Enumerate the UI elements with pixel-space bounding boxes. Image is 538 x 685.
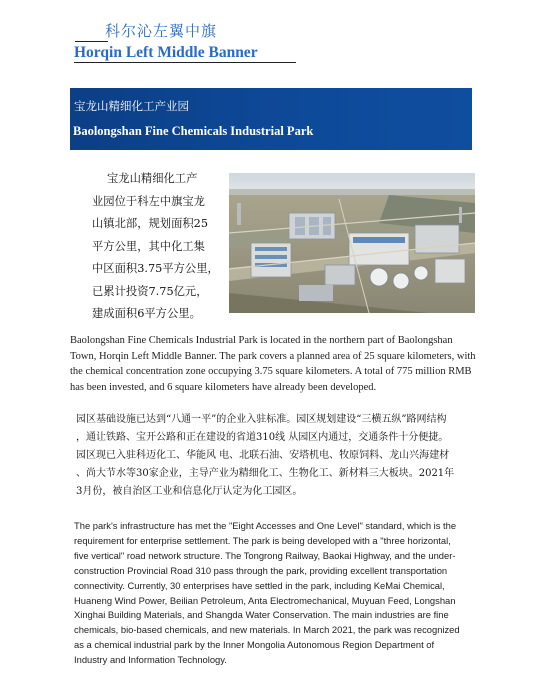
para-en2-line: Huaneng Wind Power, Beilian Petroleum, Anta Electromechanical, Muyuan Feed, Longshan <box>74 594 456 606</box>
intro-cn-line: 建成面积6平方公里。 <box>92 307 201 320</box>
para-cn2-line: 园区基础设施已达到“八通一平”的企业入驻标准。园区规划建设“三横五纵”路网结构 <box>76 414 447 425</box>
para-en2-line: Industry and Information Technology. <box>74 654 227 666</box>
para-en1-line: has been invested, and 6 square kilometers have already been developed. <box>70 381 377 393</box>
intro-cn-line: 平方公里，其中化工集 <box>92 239 205 253</box>
banner-en-title: Baolongshan Fine Chemicals Industrial Park <box>73 124 314 138</box>
header-en-title: Horqin Left Middle Banner <box>74 44 258 61</box>
para-en1-line: Town, Horqin Left Middle Banner. The park covers a planned area of 25 square kilometers, with <box>70 350 476 362</box>
intro-cn-line: 已累计投资7.75亿元， <box>92 284 208 298</box>
para-cn2-line: ，通让铁路、宝开公路和正在建设的省道310线 从园区内通过，交通条件十分便捷。 <box>76 432 449 443</box>
para-en2-line: construction Provincial Road 310 pass through the park, providing excellent transportation <box>74 564 448 576</box>
para-cn2-line: 、尚大节水等30家企业，主导产业为精细化工、生物化工、新材料三大板块。2021年 <box>76 468 455 479</box>
infrastructure-en-paragraph <box>74 519 474 668</box>
para-en1-line: Baolongshan Fine Chemicals Industrial Park is located in the northern part of Baolongshan <box>70 335 453 346</box>
header-cn-title: 科尔沁左翼中旗 <box>105 22 218 40</box>
para-en2-line: chemicals, bio-based chemicals, and new materials. In March 2021, the park was recognized <box>74 624 460 636</box>
banner-cn-title: 宝龙山精细化工产业园 <box>74 99 189 113</box>
intro-cn-paragraph <box>92 168 222 326</box>
para-en2-line: Xinghai Building Materials, and Shangda Water Conservation. The main industries are fine <box>74 609 449 621</box>
para-en2-line: The park's infrastructure has met the "Eight Accesses and One Level" standard, which is the <box>74 520 457 531</box>
para-en2-line: as a chemical industrial park by the Inner Mongolia Autonomous Region Department of <box>74 639 435 651</box>
intro-cn-line: 业园位于科左中旗宝龙 <box>92 194 205 208</box>
header-rule-long <box>74 62 296 63</box>
para-en2-line: connectivity. Currently, 30 enterprises have settled in the park, including KeMai Chemical, <box>74 579 445 591</box>
para-en2-line: requirement for enterprise settlement. The park is being developed with a "three horizontal, <box>74 534 451 546</box>
intro-cn-line: 山镇北部，规划面积25 <box>92 217 209 230</box>
infrastructure-cn-paragraph <box>76 411 476 501</box>
para-en2-line: five vertical" road network structure. The Tongrong Railway, Baokai Highway, and the under- <box>74 549 456 561</box>
intro-cn-line: 中区面积3.75平方公里， <box>92 262 219 275</box>
intro-cn-line: 宝龙山精细化工产 <box>107 172 198 185</box>
intro-en-paragraph <box>70 333 476 395</box>
industrial-park-aerial-photo <box>229 173 475 313</box>
para-en1-line: the chemical concentration zone occupying 3.75 square kilometers. A total of 775 million RMB <box>70 366 472 377</box>
header-rule-short <box>75 41 108 42</box>
para-cn2-line: 3月份，被自治区工业和信息化厅认定为化工园区。 <box>76 486 303 497</box>
para-cn2-line: 园区现已入驻科迈化工、华能风 电、北联石油、安塔机电、牧原饲料、龙山兴海建材 <box>76 450 450 461</box>
